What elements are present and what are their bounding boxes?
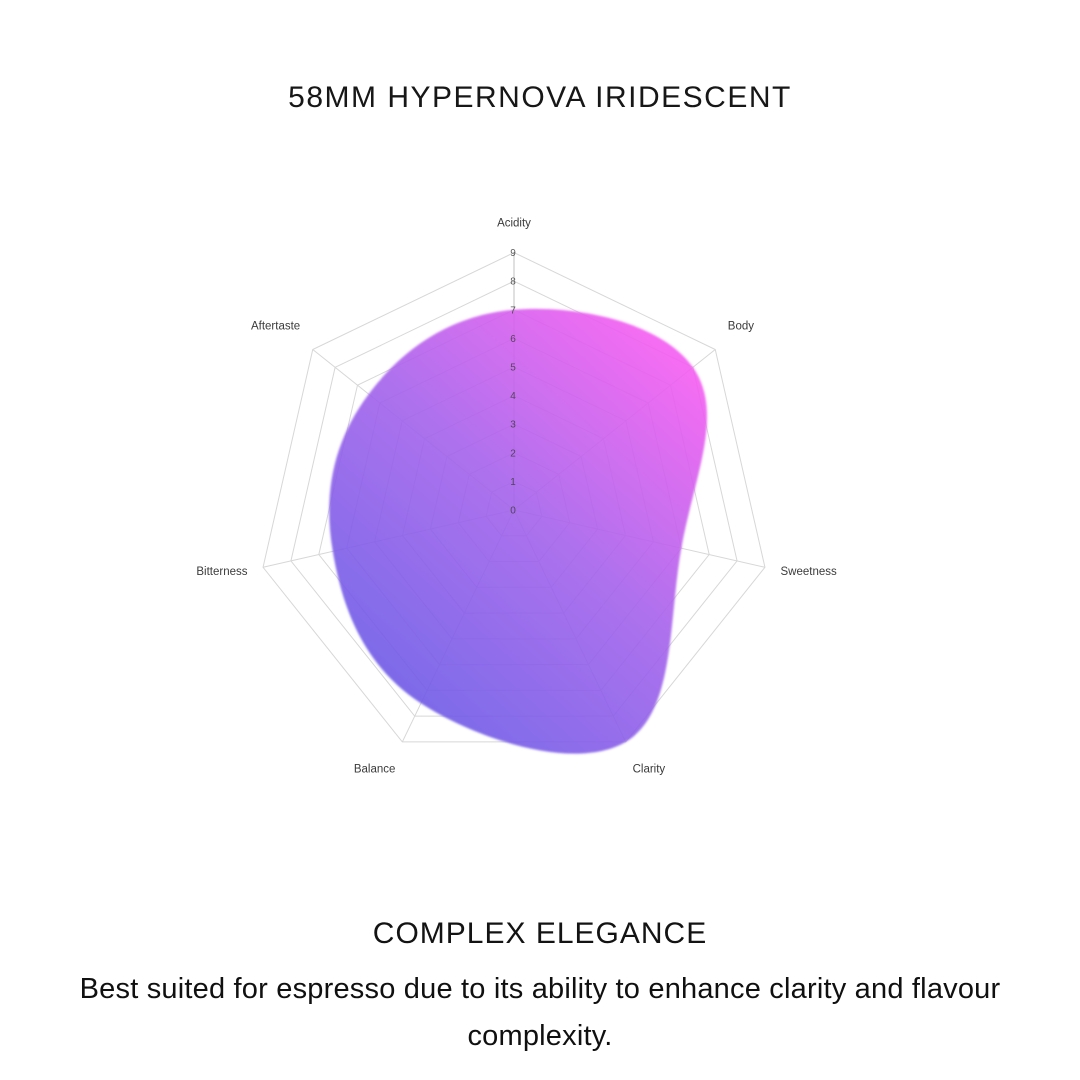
radial-tick-4: 4 bbox=[510, 391, 516, 403]
radial-tick-8: 8 bbox=[510, 276, 516, 288]
axis-label-clarity: Clarity bbox=[632, 763, 666, 776]
axis-label-bitterness: Bitterness bbox=[196, 565, 248, 578]
axis-label-aftertaste: Aftertaste bbox=[250, 320, 301, 333]
description-block bbox=[0, 966, 1080, 1060]
radial-tick-7: 7 bbox=[510, 305, 516, 317]
axis-label-acidity: Acidity bbox=[497, 217, 531, 230]
radial-tick-0: 0 bbox=[510, 505, 516, 517]
description-text: Best suited for espresso due to its ability to enhance clarity and flavour complexity. bbox=[79, 973, 1001, 1052]
subtitle: COMPLEX ELEGANCE bbox=[372, 917, 708, 950]
axis-label-balance: Balance bbox=[353, 763, 396, 776]
radial-tick-5: 5 bbox=[510, 362, 516, 374]
radial-tick-3: 3 bbox=[510, 419, 516, 431]
axis-label-body: Body bbox=[727, 320, 755, 333]
page-title: 58MM HYPERNOVA IRIDESCENT bbox=[288, 81, 792, 114]
radar-fill-area bbox=[329, 309, 707, 754]
radial-tick-6: 6 bbox=[510, 333, 516, 345]
radial-tick-9: 9 bbox=[510, 248, 516, 260]
radial-tick-2: 2 bbox=[510, 448, 516, 460]
radial-tick-1: 1 bbox=[510, 476, 516, 488]
axis-label-sweetness: Sweetness bbox=[780, 565, 837, 578]
